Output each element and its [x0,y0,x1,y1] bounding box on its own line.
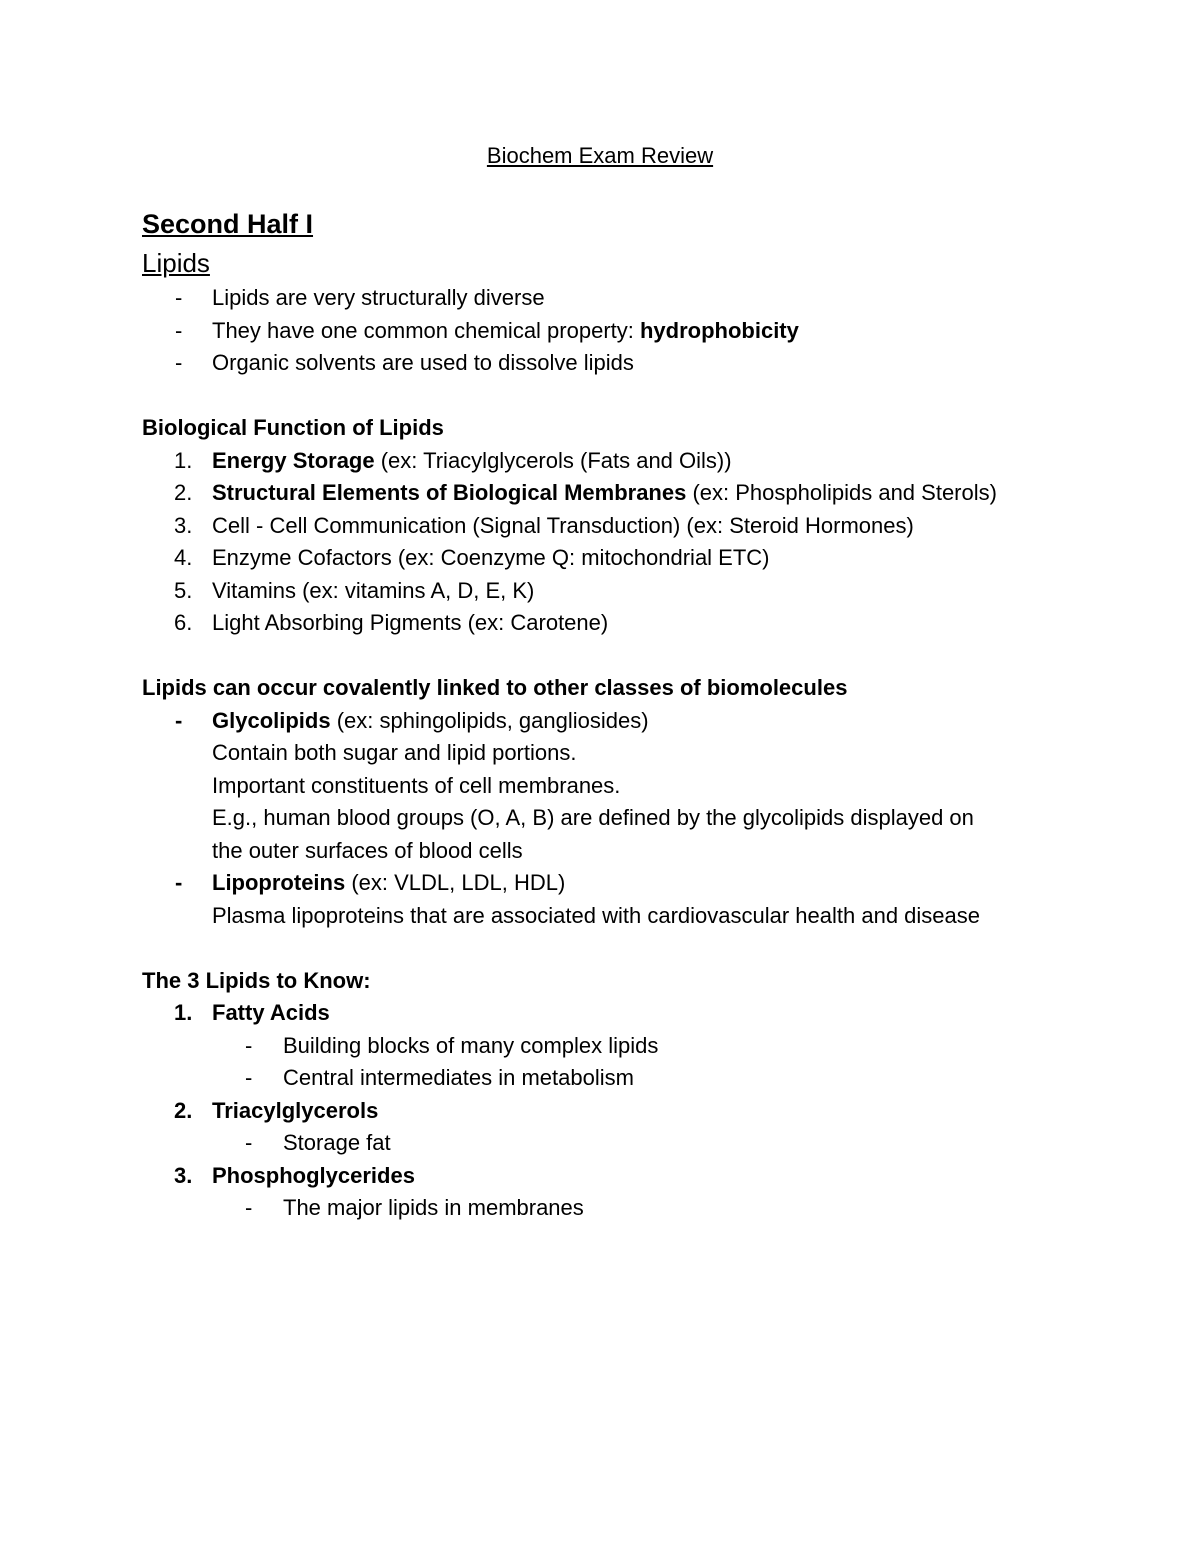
list-item-detail: Contain both sugar and lipid portions. [212,740,577,765]
functions-heading: Biological Function of Lipids [142,415,444,440]
sub-list-item-text: Storage fat [283,1130,391,1155]
list-item-text: They have one common chemical property: [212,317,640,343]
list-item [142,510,1142,543]
sub-list-item [142,1062,1142,1095]
list-item [142,1160,1142,1193]
three-lipids-list [142,997,1142,1225]
list-item-text: Lipids are very structurally diverse [212,285,545,310]
three-lipids-heading: The 3 Lipids to Know: [142,967,371,993]
list-number: 4. [174,545,193,570]
document-title: Biochem Exam Review [486,143,714,168]
linked-list [142,705,1142,933]
bullet-dash: - [245,1032,253,1058]
sub-list-item [142,1192,1142,1225]
list-item-bold-term: Energy Storage [212,447,375,473]
list-item-text: (ex: Triacylglycerols (Fats and Oils)) [374,447,732,473]
list-item [142,705,1142,738]
list-number: 3. [174,1162,193,1188]
bullet-dash: - [245,1195,253,1220]
list-number: 1. [174,1000,193,1025]
list-item-text: Organic solvents are used to dissolve lipids [212,350,634,375]
list-item-label: Triacylglycerols [212,1097,379,1123]
subheading-lipids: Lipids [142,248,210,278]
list-item-label: Phosphoglycerides [212,1162,415,1188]
intro-bullet-list [142,282,1142,380]
list-item-text: Cell - Cell Communication (Signal Transduction) (ex: Steroid Hormones) [212,512,914,538]
list-number: 6. [174,610,193,635]
bullet-dash: - [245,1065,253,1090]
list-item-text: Vitamins (ex: vitamins A, D, E, K) [212,577,535,603]
bullet-dash: - [175,285,183,310]
list-item-detail: Important constituents of cell membranes. [212,772,621,798]
list-item [142,477,1142,510]
list-number: 5. [174,577,193,603]
list-item-bold-term: hydrophobicity [639,317,799,343]
bullet-dash: - [175,350,183,375]
bullet-dash: - [245,1130,253,1155]
list-number: 1. [174,447,193,473]
list-item-text: (ex: sphingolipids, gangliosides) [330,707,649,733]
list-item [142,445,1142,478]
list-item [142,347,1142,380]
list-item [142,607,1142,640]
bullet-dash: - [175,317,183,343]
list-item [142,1095,1142,1128]
list-item-bold-term: Structural Elements of Biological Membranes [212,480,687,505]
functions-list [142,445,1142,640]
section-heading-second-half: Second Half I [142,209,314,239]
linked-heading: Lipids can occur covalently linked to other classes of biomolecules [142,675,848,700]
list-item-label: Fatty Acids [212,1000,330,1025]
list-item-text: (ex: Phospholipids and Sterols) [686,480,997,505]
list-number: 3. [174,512,193,538]
list-item [142,997,1142,1030]
list-item [142,315,1142,348]
list-item-text: (ex: VLDL, LDL, HDL) [345,870,566,895]
list-item-detail: the outer surfaces of blood cells [212,837,523,863]
list-item [142,867,1142,900]
sub-list-item [142,1030,1142,1063]
list-number: 2. [174,1097,193,1123]
list-item-text: Enzyme Cofactors (ex: Coenzyme Q: mitochondrial ETC) [212,545,770,570]
list-number: 2. [174,480,193,505]
list-item-text: Light Absorbing Pigments (ex: Carotene) [212,610,609,635]
document-body [142,204,1142,1225]
sub-list-item-text: The major lipids in membranes [283,1195,584,1220]
list-item-bold-term: Lipoproteins [212,870,346,895]
list-item [142,542,1142,575]
list-item [142,575,1142,608]
list-item-detail: E.g., human blood groups (O, A, B) are defined by the glycolipids displayed on [212,805,974,830]
list-item-detail: Plasma lipoproteins that are associated with cardiovascular health and disease [212,902,980,928]
sub-list-item-text: Central intermediates in metabolism [283,1065,634,1090]
sub-list-item [142,1127,1142,1160]
list-item-bold-term: Glycolipids [212,707,331,733]
bullet-dash: - [175,707,183,733]
sub-list-item-text: Building blocks of many complex lipids [283,1032,659,1058]
list-item [142,282,1142,315]
bullet-dash: - [175,870,183,895]
